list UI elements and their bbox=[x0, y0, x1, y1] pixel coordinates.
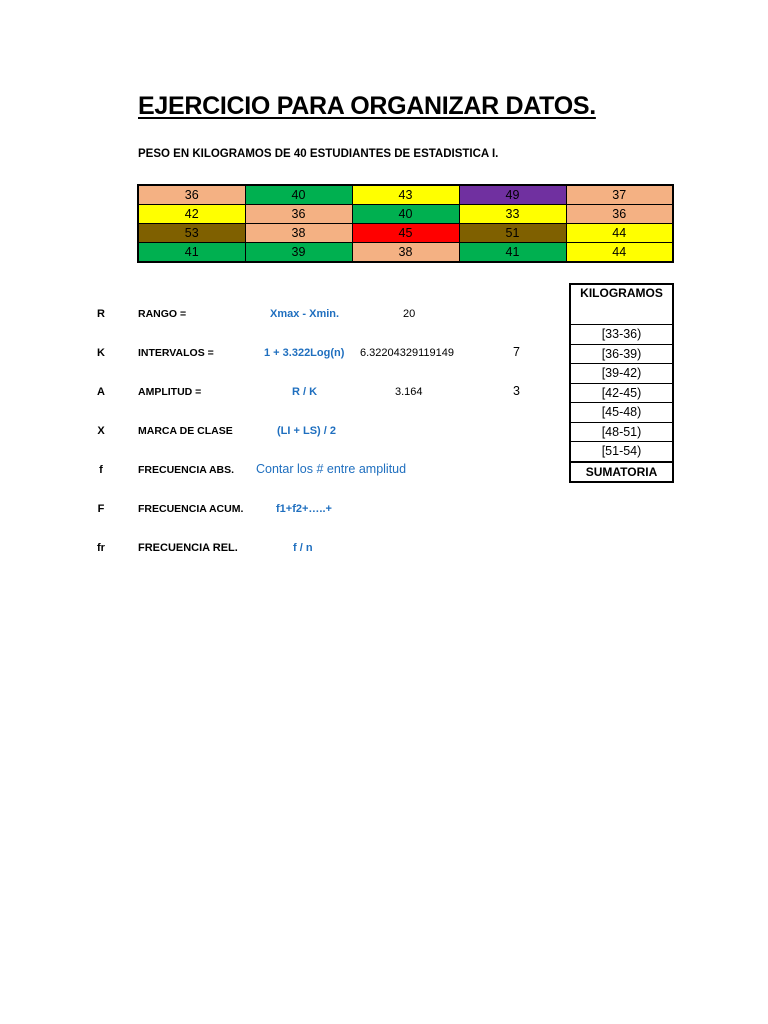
row-amplitud bbox=[0, 386, 560, 406]
symbol-fr: fr bbox=[97, 542, 105, 554]
formula-rango: Xmax - Xmin. bbox=[270, 308, 340, 320]
interval-cell: [51-54) bbox=[570, 442, 673, 462]
page-subtitle: PESO EN KILOGRAMOS DE 40 ESTUDIANTES DE ESTADISTICA I. bbox=[138, 148, 499, 160]
symbol-r: R bbox=[97, 308, 105, 320]
formula-marca: (LI + LS) / 2 bbox=[277, 425, 336, 437]
symbol-k: K bbox=[97, 347, 105, 359]
weight-cell: 38 bbox=[352, 243, 459, 263]
rounded-intervalos: 7 bbox=[513, 345, 520, 359]
label-frec-abs: FRECUENCIA ABS. bbox=[138, 464, 235, 476]
weight-cell: 33 bbox=[459, 205, 566, 224]
row-frec-rel bbox=[0, 542, 560, 562]
row-rango bbox=[0, 308, 560, 328]
kilogramos-header: KILOGRAMOS bbox=[570, 284, 673, 325]
weight-cell: 49 bbox=[459, 185, 566, 205]
rounded-amplitud: 3 bbox=[513, 384, 520, 398]
page-title: EJERCICIO PARA ORGANIZAR DATOS. bbox=[138, 92, 596, 120]
weight-cell: 42 bbox=[138, 205, 245, 224]
weight-cell: 40 bbox=[245, 185, 352, 205]
interval-row bbox=[570, 344, 673, 364]
row-marca bbox=[0, 425, 560, 445]
weight-cell: 44 bbox=[566, 224, 673, 243]
interval-cell: [42-45) bbox=[570, 383, 673, 403]
weight-cell: 44 bbox=[566, 243, 673, 263]
sumatoria-row bbox=[570, 462, 673, 483]
weight-cell: 41 bbox=[459, 243, 566, 263]
label-marca: MARCA DE CLASE bbox=[138, 425, 233, 437]
interval-row bbox=[570, 364, 673, 384]
weights-table bbox=[137, 184, 674, 263]
table-row bbox=[138, 205, 673, 224]
label-amplitud: AMPLITUD = bbox=[138, 386, 202, 398]
table-row bbox=[138, 185, 673, 205]
table-row bbox=[138, 243, 673, 263]
weight-cell: 45 bbox=[352, 224, 459, 243]
interval-cell: [33-36) bbox=[570, 325, 673, 345]
formula-frec-abs: Contar los # entre amplitud bbox=[256, 462, 407, 476]
sumatoria-cell: SUMATORIA bbox=[570, 462, 673, 483]
formula-amplitud: R / K bbox=[292, 386, 318, 398]
weight-cell: 39 bbox=[245, 243, 352, 263]
interval-row bbox=[570, 383, 673, 403]
weight-cell: 43 bbox=[352, 185, 459, 205]
label-frec-rel: FRECUENCIA REL. bbox=[138, 542, 238, 554]
weight-cell: 36 bbox=[245, 205, 352, 224]
interval-cell: [48-51) bbox=[570, 422, 673, 442]
symbol-a: A bbox=[97, 386, 105, 398]
weight-cell: 36 bbox=[138, 185, 245, 205]
kilogramos-table bbox=[569, 283, 674, 483]
row-frec-abs bbox=[0, 464, 560, 484]
value-intervalos: 6.32204329119149 bbox=[360, 347, 455, 359]
formula-frec-rel: f / n bbox=[293, 542, 313, 554]
interval-row bbox=[570, 422, 673, 442]
row-intervalos bbox=[0, 347, 560, 367]
weight-cell: 40 bbox=[352, 205, 459, 224]
value-rango: 20 bbox=[403, 308, 416, 320]
label-frec-acum: FRECUENCIA ACUM. bbox=[138, 503, 244, 515]
weight-cell: 37 bbox=[566, 185, 673, 205]
interval-cell: [45-48) bbox=[570, 403, 673, 423]
weight-cell: 51 bbox=[459, 224, 566, 243]
weight-cell: 41 bbox=[138, 243, 245, 263]
interval-cell: [39-42) bbox=[570, 364, 673, 384]
symbol-f-acum: F bbox=[97, 503, 105, 515]
weight-cell: 53 bbox=[138, 224, 245, 243]
interval-row bbox=[570, 325, 673, 345]
interval-cell: [36-39) bbox=[570, 344, 673, 364]
value-amplitud: 3.164 bbox=[395, 386, 423, 398]
label-rango: RANGO = bbox=[138, 308, 187, 320]
weight-cell: 38 bbox=[245, 224, 352, 243]
label-intervalos: INTERVALOS = bbox=[138, 347, 214, 359]
weight-cell: 36 bbox=[566, 205, 673, 224]
symbol-x: X bbox=[97, 425, 105, 437]
table-row bbox=[138, 224, 673, 243]
interval-row bbox=[570, 442, 673, 462]
formula-frec-acum: f1+f2+…..+ bbox=[276, 503, 332, 515]
symbol-f: f bbox=[99, 464, 103, 476]
formula-intervalos: 1 + 3.322Log(n) bbox=[264, 347, 345, 359]
interval-row bbox=[570, 403, 673, 423]
row-frec-acum bbox=[0, 503, 560, 523]
